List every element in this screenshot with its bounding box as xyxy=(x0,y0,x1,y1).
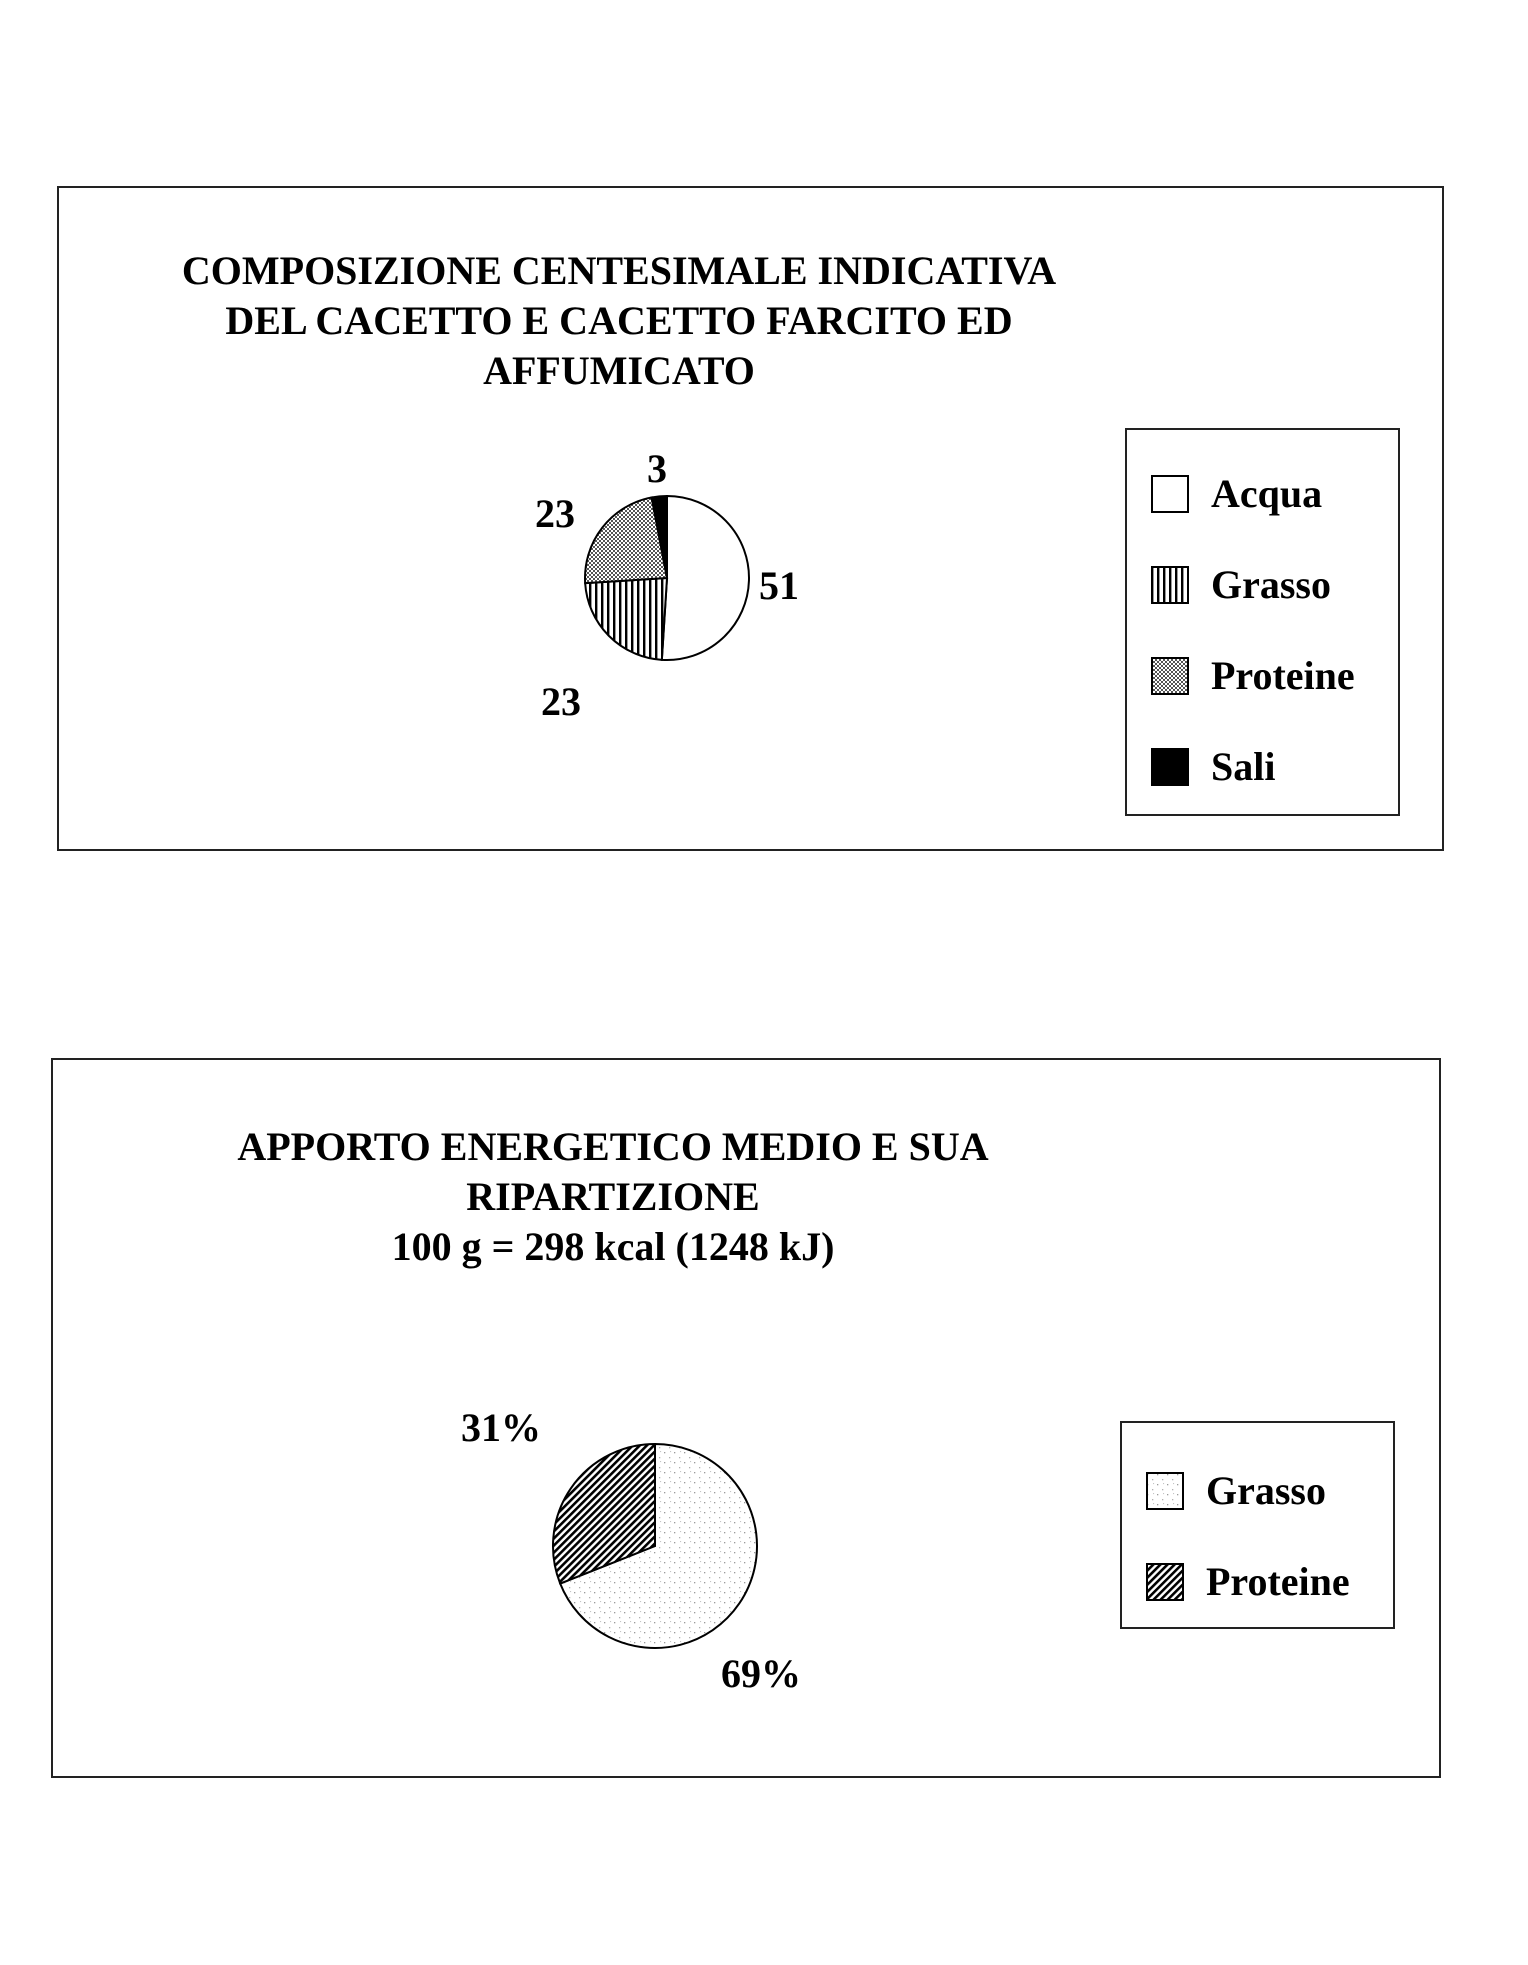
chart-title-line: DEL CACETTO E CACETTO FARCITO ED xyxy=(225,298,1013,343)
legend-swatch-proteine xyxy=(1151,657,1189,695)
legend-swatch-grasso xyxy=(1146,1472,1184,1510)
legend-energy xyxy=(1120,1421,1395,1629)
chart-title-composition xyxy=(119,246,1119,396)
chart-panel-composition xyxy=(57,186,1444,851)
legend-swatch-sali xyxy=(1151,748,1189,786)
legend-item-sali xyxy=(1127,721,1398,812)
legend-item-acqua xyxy=(1127,448,1398,539)
legend-swatch-fill xyxy=(1147,1564,1183,1600)
slice-label-proteine: 31% xyxy=(461,1405,541,1450)
slice-label-grasso: 23 xyxy=(541,679,581,724)
chart-title-line: COMPOSIZIONE CENTESIMALE INDICATIVA xyxy=(181,248,1057,293)
chart-title-line: AFFUMICATO xyxy=(483,348,755,393)
legend-swatch-fill xyxy=(1147,1473,1183,1509)
legend-swatch-proteine xyxy=(1146,1563,1184,1601)
legend-item-grasso xyxy=(1127,539,1398,630)
legend-label: Grasso xyxy=(1211,562,1331,607)
chart-title-line: RIPARTIZIONE xyxy=(466,1174,760,1219)
legend-item-grasso xyxy=(1122,1445,1393,1536)
pie-chart-energy xyxy=(443,1400,823,1696)
legend-label: Grasso xyxy=(1206,1468,1326,1513)
chart-title-line: APPORTO ENERGETICO MEDIO E SUA xyxy=(237,1124,989,1169)
legend-swatch-fill xyxy=(1152,658,1188,694)
chart-panel-energy xyxy=(51,1058,1441,1778)
legend-swatch-fill xyxy=(1152,476,1188,512)
chart-title-energy xyxy=(113,1122,1113,1272)
legend-swatch-grasso xyxy=(1151,566,1189,604)
legend-item-proteine xyxy=(1122,1536,1393,1627)
legend-composition xyxy=(1125,428,1400,816)
legend-swatch-fill xyxy=(1152,567,1188,603)
pie-slice-acqua xyxy=(662,496,749,660)
pie-chart-composition xyxy=(499,446,819,724)
legend-swatch-fill xyxy=(1152,749,1188,785)
slice-label-acqua: 51 xyxy=(759,563,799,608)
legend-label: Acqua xyxy=(1211,471,1323,516)
pie-slice-grasso xyxy=(585,578,667,660)
slice-label-sali: 3 xyxy=(647,446,667,491)
legend-label: Proteine xyxy=(1206,1559,1350,1604)
legend-swatch-acqua xyxy=(1151,475,1189,513)
legend-label: Sali xyxy=(1211,744,1276,789)
chart-subtitle: 100 g = 298 kcal (1248 kJ) xyxy=(391,1224,835,1269)
legend-item-proteine xyxy=(1127,630,1398,721)
legend-label: Proteine xyxy=(1211,653,1355,698)
slice-label-proteine: 23 xyxy=(535,491,575,536)
slice-label-grasso: 69% xyxy=(721,1651,801,1696)
